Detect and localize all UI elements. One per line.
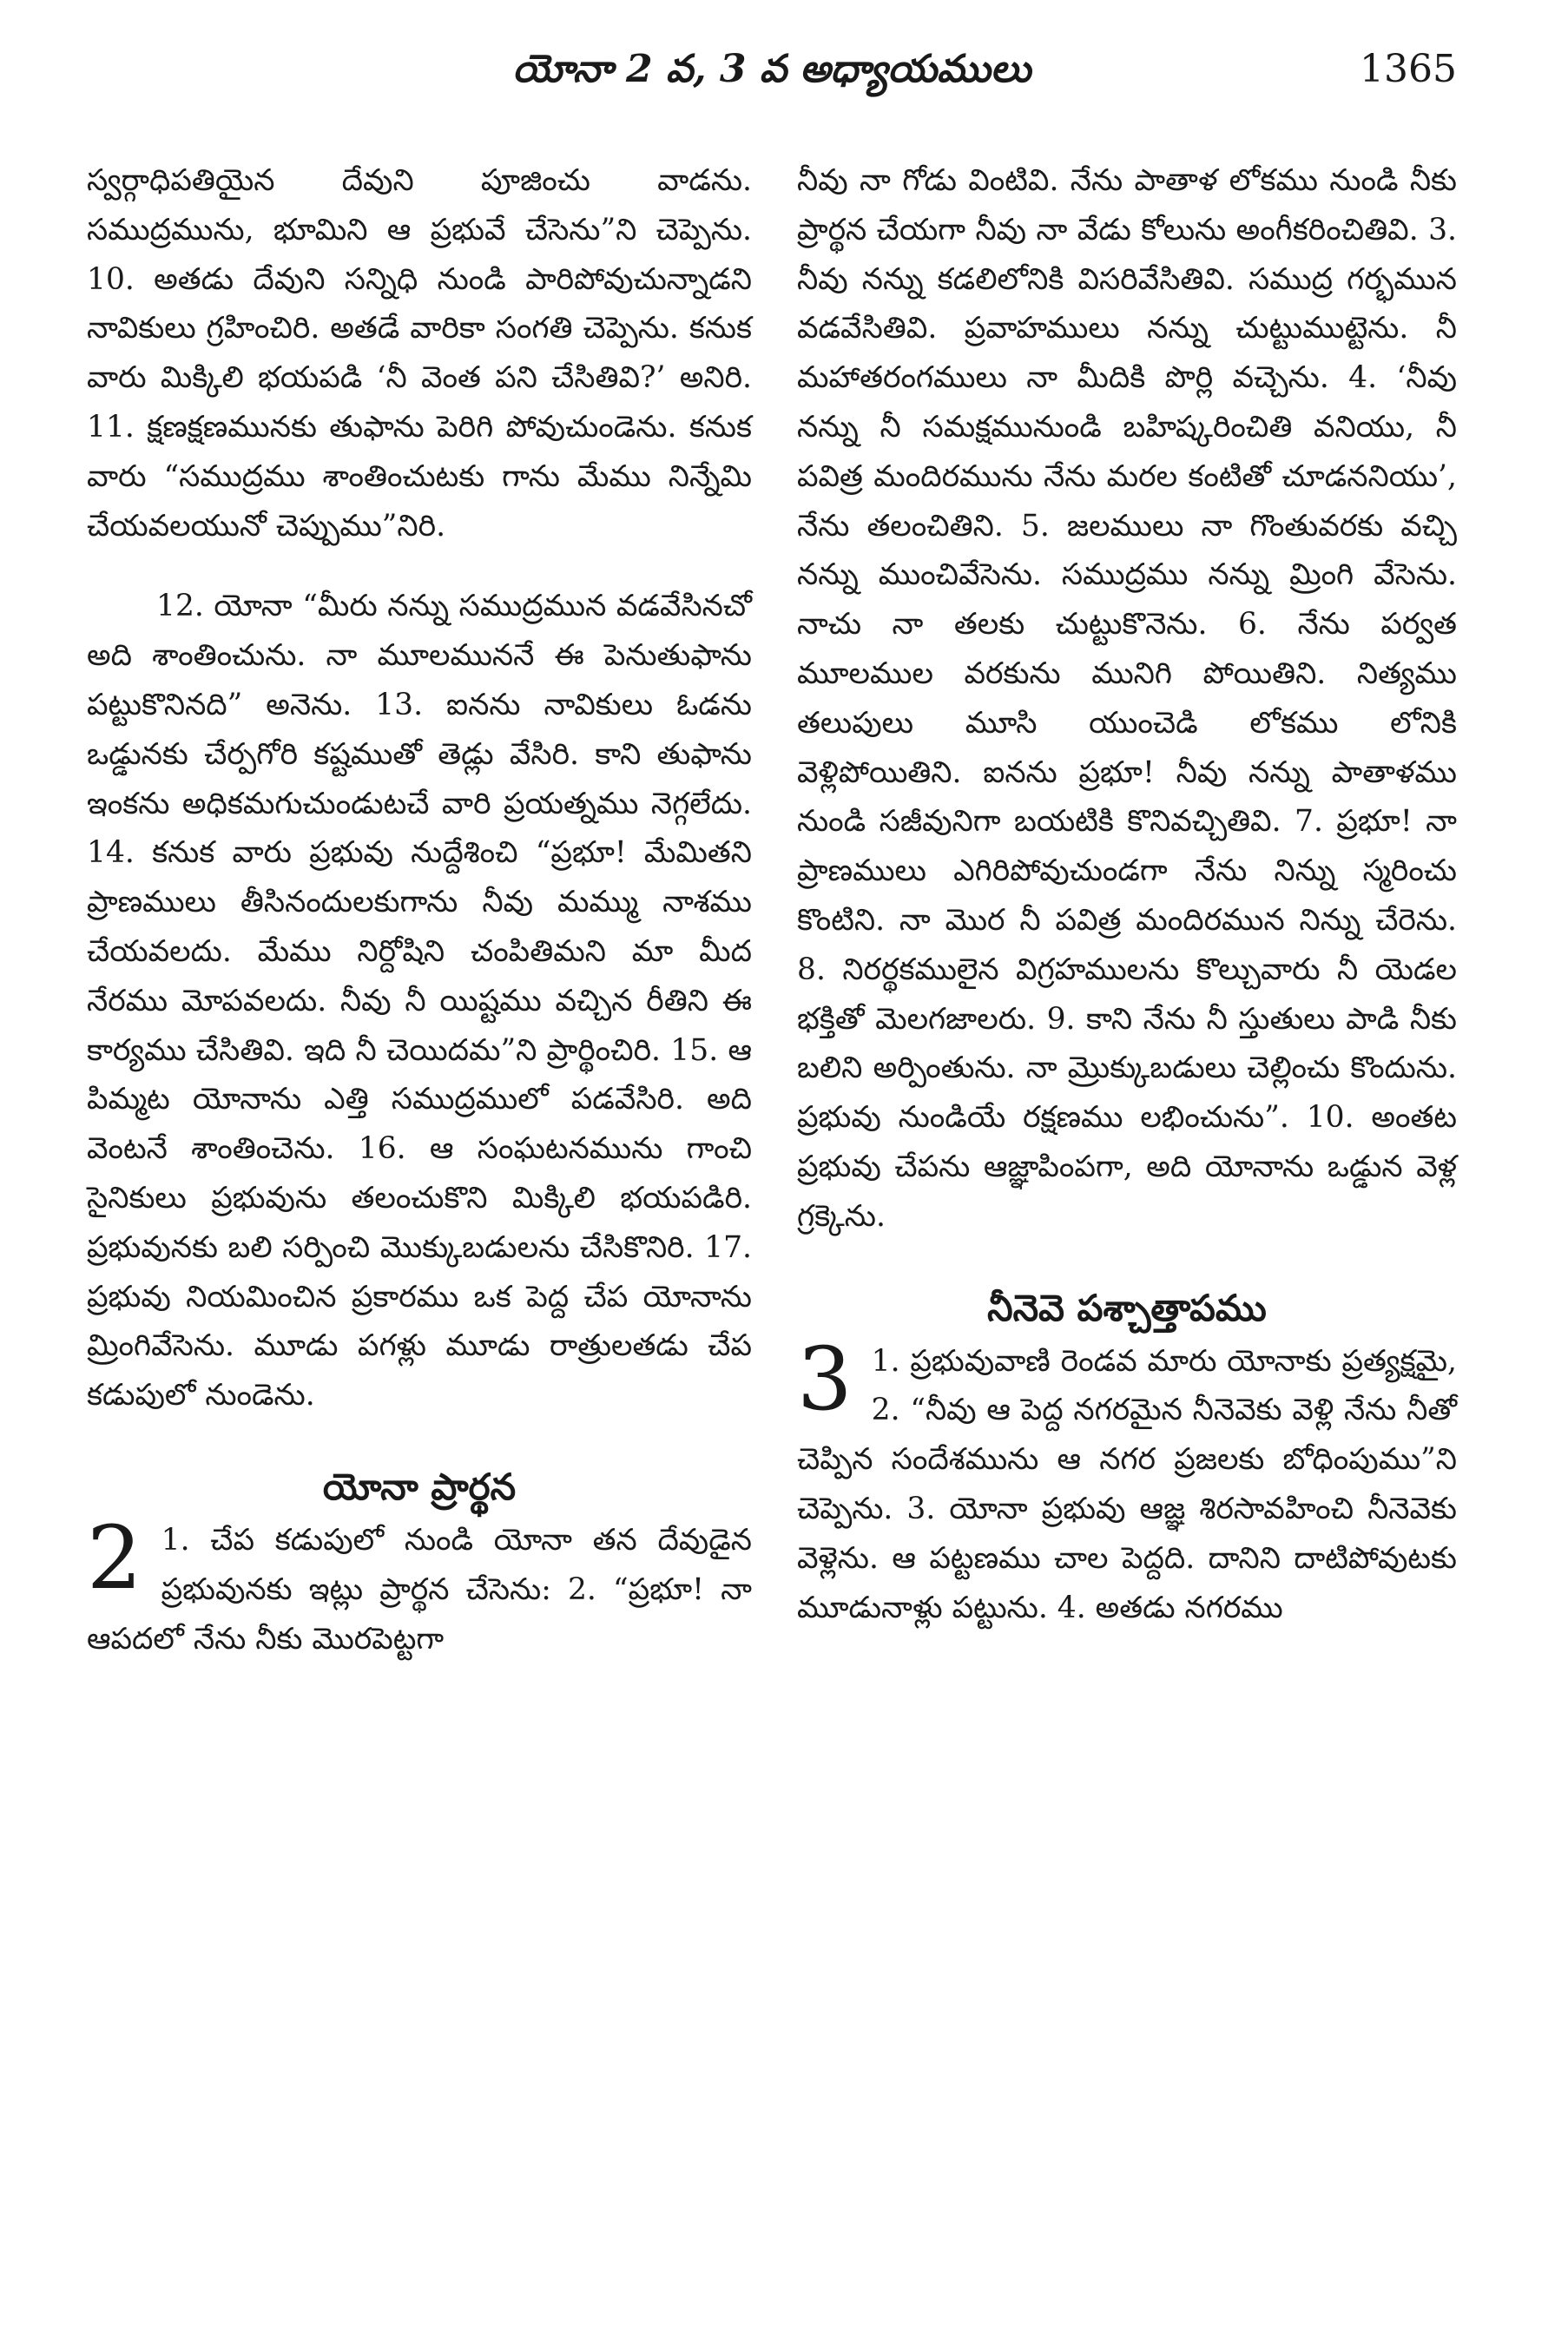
section-heading: యోనా ప్రార్థన — [322, 1465, 517, 1508]
paragraph-text: 1. చేప కడుపులో నుండి యోనా తన దేవుడైన ప్రభువునకు ఇట్లు ప్రార్థన చేసెను: 2. “ప్రభూ! నా ఆపదలో నేను నీకు మొరపెట్టగా — [87, 1522, 752, 1657]
section-heading: నీనెవె పశ్చాత్తాపము — [987, 1286, 1267, 1329]
paragraph: 12. యోనా “మీరు నన్ను సముద్రమున వడవేసినచో అది శాంతించును. నా మూలముననే ఈ పెనుతుఫాను పట్టుకొనినది” అనెను. 13. ఐనను నావికులు ఓడను ఒడ్డునకు చేర్పగోరి కష్టముతో తెడ్లు వేసిరి. కాని తుఫాను ఇంకను అధికమగుచుండుటచే వారి ప్రయత్నము నెగ్గలేదు. 14. కనుక వారు ప్రభువు నుద్దేశించి “ప్రభూ! మేమితని ప్రాణములు తీసినందులకుగాను నీవు మమ్ము నాశము చేయవలదు. మేము నిర్దోషిని చంపితిమని మా మీద నేరము మోపవలదు. నీవు నీ యిష్టము వచ్చిన రీతిని ఈ కార్యము చేసితివి. ఇది నీ చెయిదమ”ని ప్రార్థించిరి. 15. ఆ పిమ్మట యోనాను ఎత్తి సముద్రములో పడవేసిరి. అది వెంటనే శాంతించెను. 16. ఆ సంఘటనమును గాంచి సైనికులు ప్రభువును తలంచుకొని మిక్కిలి భయపడిరి. ప్రభువునకు బలి సర్పించి మొక్కుబడులను చేసికొనిరి. 17. ప్రభువు నియమించిన ప్రకారము ఒక పెద్ద చేప యోనాను మ్రింగివేసెను. మూడు పగళ్లు మూడు రాత్రులతడు చేప కడుపులో నుండెను. — [87, 589, 752, 1413]
page-number: 1365 — [1360, 47, 1457, 91]
chapter-number: 3 — [797, 1328, 853, 1430]
right-column — [797, 156, 1457, 1632]
paragraph: నీవు నా గోడు వింటివి. నేను పాతాళ లోకము నుండి నీకు ప్రార్థన చేయగా నీవు నా వేడు కోలును అంగీకరించితివి. 3. నీవు నన్ను కడలిలోనికి విసరివేసితివి. సముద్ర గర్భమున వడవేసితివి. ప్రవాహములు నన్ను చుట్టుముట్టెను. నీ మహాతరంగములు నా మీదికి పొర్లి వచ్చెను. 4. ‘నీవు నన్ను నీ సమక్షమునుండి బహిష్కరించితి వనియు, నీ పవిత్ర మందిరమును నేను మరల కంటితో చూడననియు’, నేను తలంచితిని. 5. జలములు నా గొంతువరకు వచ్చి నన్ను ముంచివేసెను. సముద్రము నన్ను మ్రింగి వేసెను. నాచు నా తలకు చుట్టుకొనెను. 6. నేను పర్వత మూలముల వరకును మునిగి పోయితిని. నిత్యము తలుపులు మూసి యుంచెడి లోకము లోనికి వెళ్లిపోయితిని. ఐనను ప్రభూ! నీవు నన్ను పాతాళము నుండి సజీవునిగా బయటికి కొనివచ్చితివి. 7. ప్రభూ! నా ప్రాణములు ఎగిరిపోవుచుండగా నేను నిన్ను స్మరించు కొంటిని. నా మొర నీ పవిత్ర మందిరమున నిన్ను చేరెను. 8. నిరర్థకములైన విగ్రహములను కొల్చువారు నీ యెడల భక్తితో మెలగజాలరు. 9. కాని నేను నీ స్తుతులు పాడి నీకు బలిని అర్పింతును. నా మ్రొక్కుబడులు చెల్లించు కొందును. ప్రభువు నుండియే రక్షణము లభించును”. 10. అంతట ప్రభువు చేపను ఆజ్ఞాపింపగా, అది యోనాను ఒడ్డున వెళ్ల గ్రక్కెను. — [797, 163, 1457, 1234]
page-header — [87, 38, 1457, 108]
chapter-paragraph — [87, 1506, 752, 1664]
left-column — [87, 156, 752, 1664]
chapter-paragraph — [797, 1328, 1457, 1633]
paragraph-text: 1. ప్రభువువాణి రెండవ మారు యోనాకు ప్రత్యక్షమై, 2. “నీవు ఆ పెద్ద నగరమైన నీనెవెకు వెళ్లి నేను నీతో చెప్పిన సందేశమును ఆ నగర ప్రజలకు బోధింపుము”ని చెప్పెను. 3. యోనా ప్రభువు ఆజ్ఞ శిరసావహించి నీనెవెకు వెళ్లెను. ఆ పట్టణము చాల పెద్దది. దానిని దాటిపోవుటకు మూడునాళ్లు పట్టును. 4. అతడు నగరము — [797, 1343, 1457, 1625]
chapter-number: 2 — [87, 1506, 142, 1609]
running-title: యోనా 2 వ, 3 వ అధ్యాయములు — [512, 47, 1031, 91]
paragraph: స్వర్గాధిపతియైన దేవుని పూజించు వాడను. సముద్రమును, భూమిని ఆ ప్రభువే చేసెను”ని చెప్పెను. 10. అతడు దేవుని సన్నిధి నుండి పారిపోవుచున్నాడని నావికులు గ్రహించిరి. అతడే వారికా సంగతి చెప్పెను. కనుక వారు మిక్కిలి భయపడి ‘నీ వెంత పని చేసితివి?’ అనిరి. 11. క్షణక్షణమునకు తుఫాను పెరిగి పోవుచుండెను. కనుక వారు “సముద్రము శాంతించుటకు గాను మేము నిన్నేమి చేయవలయునో చెప్పుము”నిరి. — [87, 163, 752, 544]
